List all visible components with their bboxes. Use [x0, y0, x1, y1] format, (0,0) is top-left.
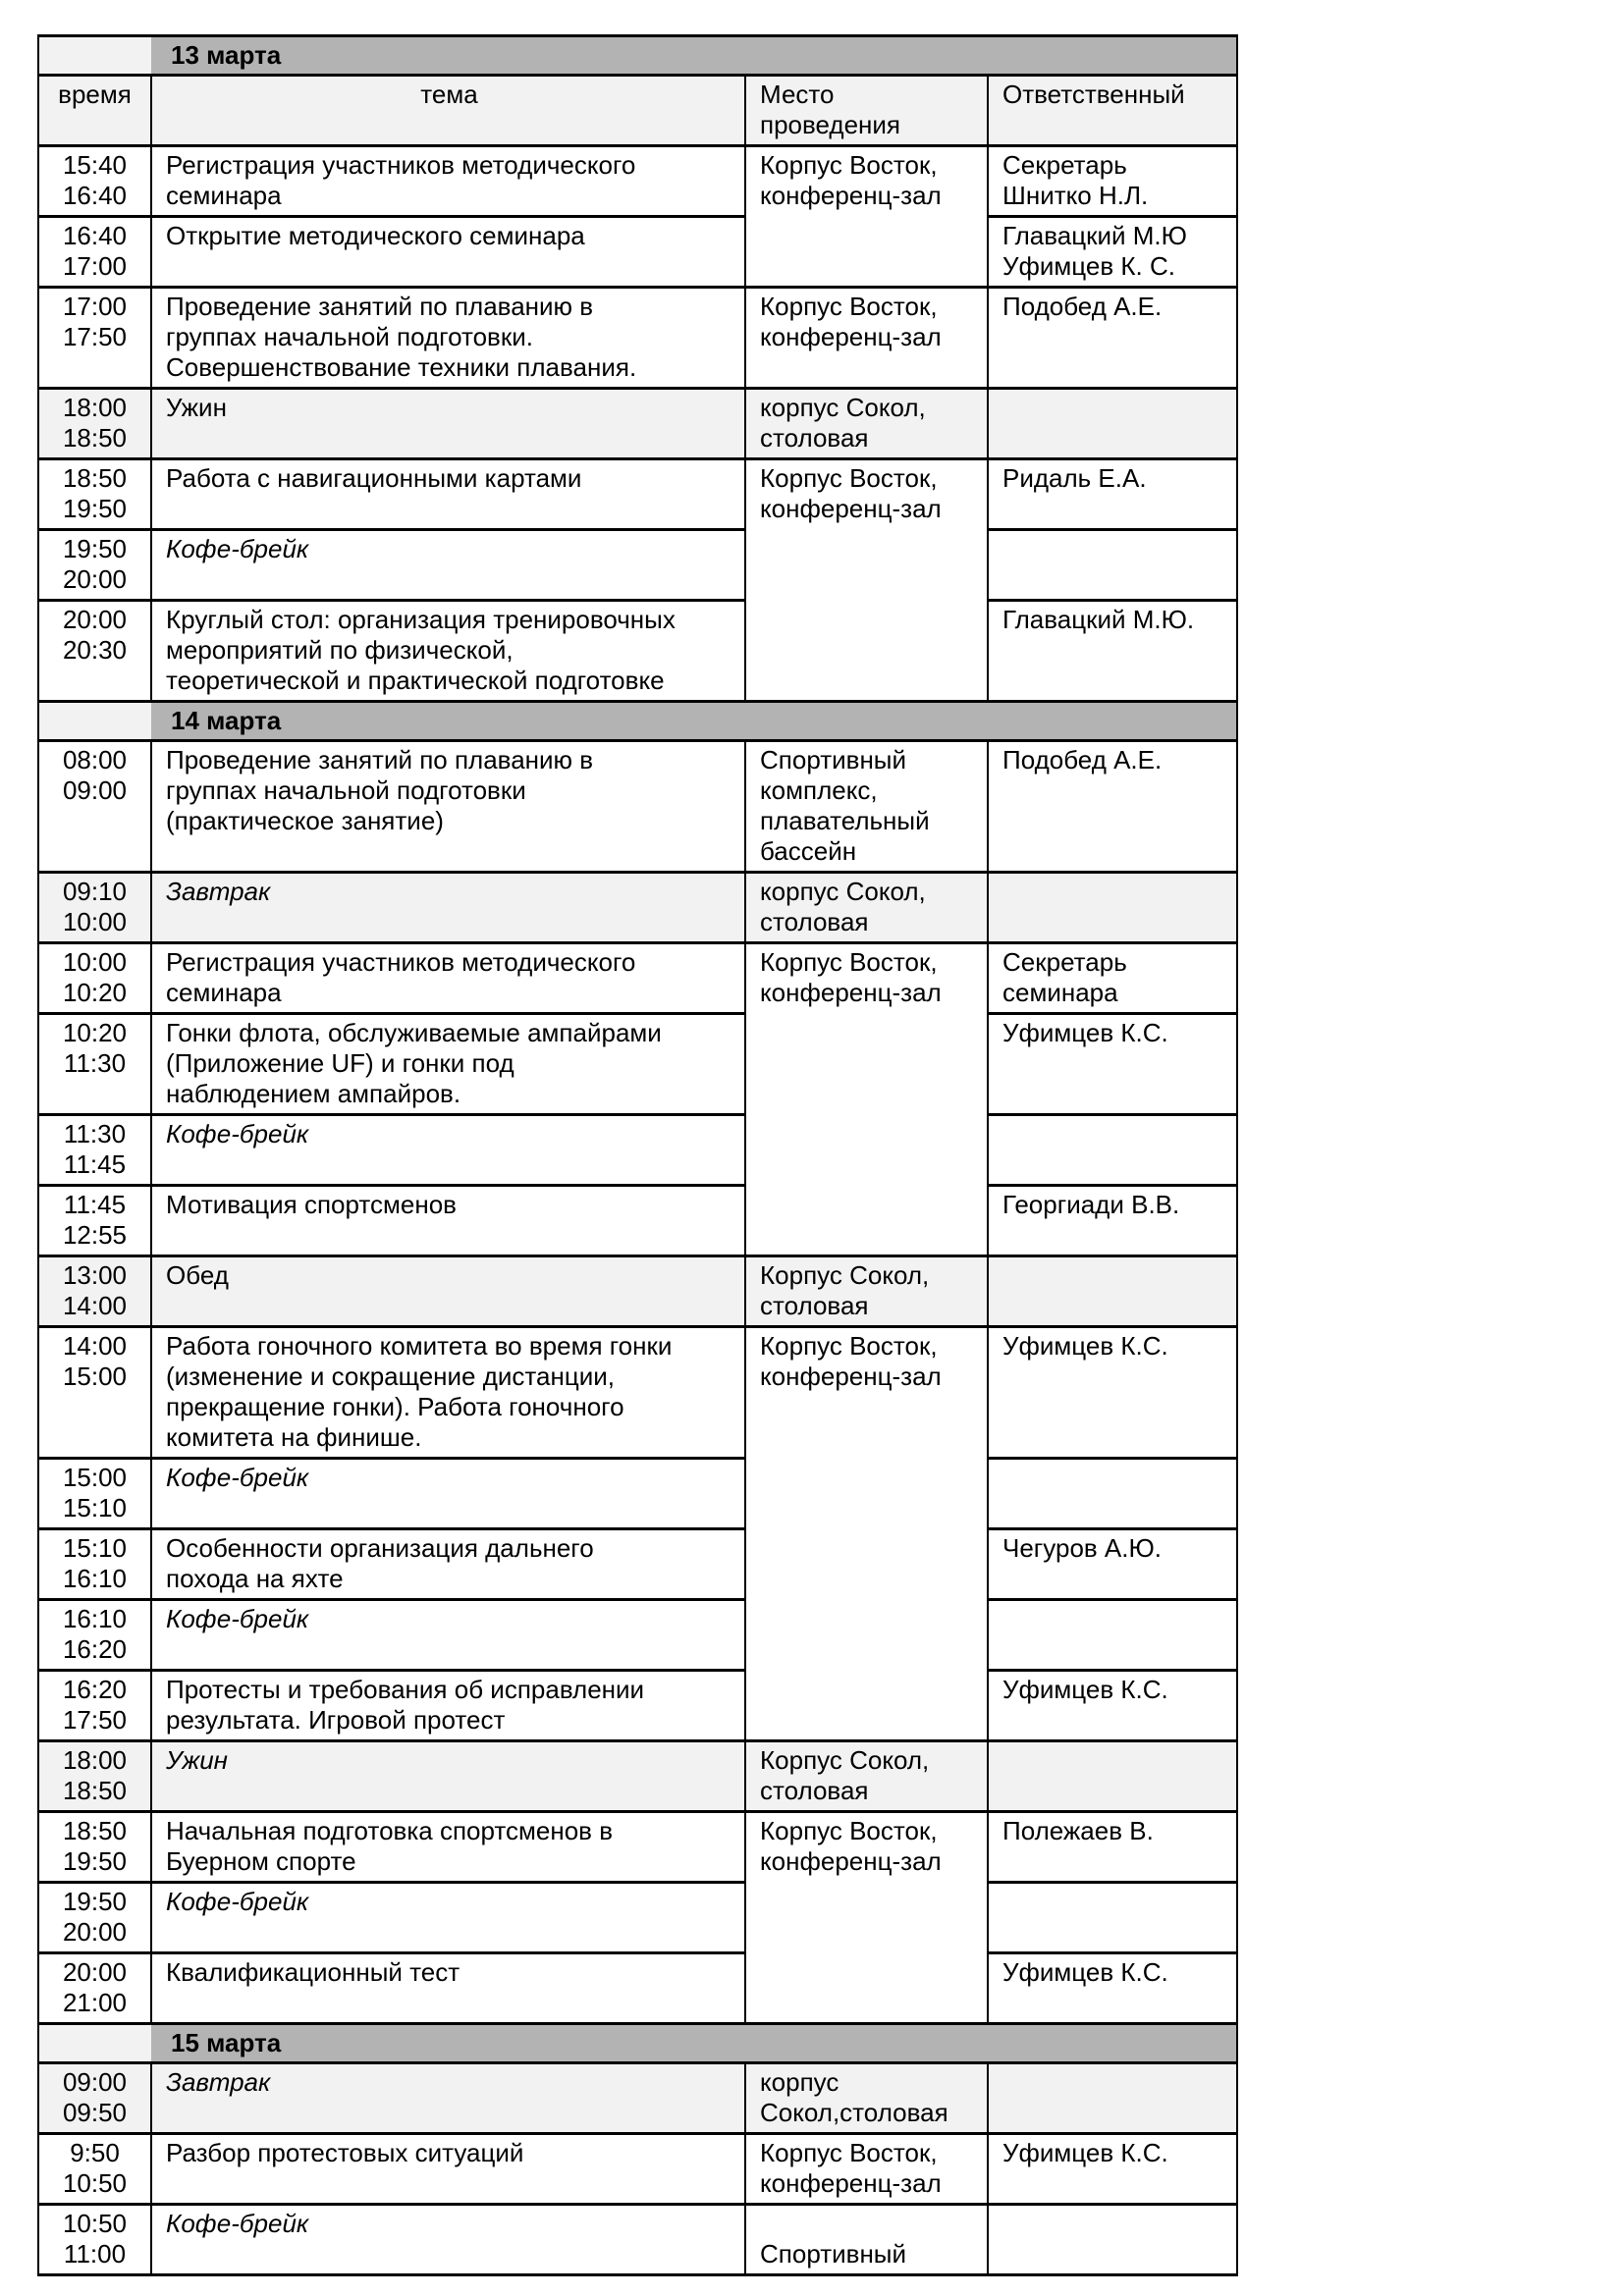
text-line: Георгиади В.В. [1002, 1190, 1180, 1219]
topic-cell [151, 601, 745, 702]
text-line: Шнитко Н.Л. [1002, 181, 1149, 210]
time-end: 10:20 [62, 978, 128, 1007]
responsible-cell [988, 2205, 1237, 2275]
date-row-corner [38, 2024, 151, 2063]
time-end: 10:50 [62, 2168, 128, 2198]
text-line: конференц-зал [760, 2168, 942, 2198]
responsible-cell [988, 217, 1237, 288]
time-cell [38, 2205, 151, 2275]
time-cell [38, 1115, 151, 1186]
topic-cell [151, 1186, 745, 1256]
schedule-row [38, 288, 1237, 389]
topic-cell [151, 1115, 745, 1186]
time-cell [38, 943, 151, 1014]
time-end: 16:40 [62, 181, 128, 210]
responsible-cell [988, 601, 1237, 702]
text-line: Работа с навигационными картами [166, 463, 582, 493]
text-line: семинара [166, 978, 282, 1007]
responsible-cell [988, 389, 1237, 459]
topic-cell [151, 1459, 745, 1529]
schedule-row [38, 1953, 1237, 2024]
text-line: Завтрак [166, 877, 271, 906]
text-line: семинара [1002, 978, 1118, 1007]
time-cell [38, 1812, 151, 1883]
text-line: конференц-зал [760, 322, 942, 351]
schedule-table [37, 34, 1238, 2276]
text-line: Уфимцев К.С. [1002, 1957, 1168, 1987]
text-line: корпус [760, 2067, 839, 2097]
time-start: 15:00 [62, 1463, 128, 1492]
venue-cell [745, 389, 988, 459]
schedule-row [38, 1529, 1237, 1600]
topic-cell [151, 2205, 745, 2275]
responsible-cell [988, 873, 1237, 943]
responsible-cell [988, 1014, 1237, 1115]
time-end: 15:00 [62, 1362, 128, 1391]
text-line: Буерном спорте [166, 1846, 356, 1876]
topic-cell [151, 943, 745, 1014]
time-cell [38, 1741, 151, 1812]
topic-cell [151, 459, 745, 530]
venue-cell [745, 943, 988, 1256]
responsible-cell [988, 1115, 1237, 1186]
date-row-corner [38, 36, 151, 76]
responsible-cell [988, 530, 1237, 601]
responsible-cell [988, 459, 1237, 530]
text-line: Особенности организация дальнего [166, 1533, 594, 1563]
text-line: Регистрация участников методического [166, 150, 636, 180]
time-cell [38, 1014, 151, 1115]
text-line: Уфимцев К.С. [1002, 2138, 1168, 2167]
time-cell [38, 530, 151, 601]
topic-cell [151, 288, 745, 389]
time-end: 09:00 [62, 775, 128, 805]
time-start: 08:00 [62, 745, 128, 774]
text-line: Корпус Восток, [760, 947, 938, 977]
responsible-cell [988, 2063, 1237, 2134]
text-line: Корпус Восток, [760, 1816, 938, 1845]
venue-cell [745, 1327, 988, 1741]
text-line: Полежаев В. [1002, 1816, 1154, 1845]
time-start: 19:50 [62, 534, 128, 563]
text-line: Чегуров А.Ю. [1002, 1533, 1162, 1563]
responsible-cell [988, 741, 1237, 873]
schedule-row [38, 1115, 1237, 1186]
venue-cell [745, 1812, 988, 2024]
date-band: 13 марта [151, 36, 1237, 76]
text-line: Уфимцев К. С. [1002, 251, 1175, 281]
text-line: столовая [760, 1291, 869, 1320]
topic-cell [151, 1327, 745, 1459]
time-start: 14:00 [62, 1331, 128, 1361]
text-line: Сокол,столовая [760, 2098, 948, 2127]
text-line: группах начальной подготовки [166, 775, 526, 805]
date-band: 14 марта [151, 702, 1237, 741]
time-cell [38, 601, 151, 702]
schedule-row [38, 1327, 1237, 1459]
text-line: Завтрак [166, 2067, 271, 2097]
text-line: Протесты и требования об исправлении [166, 1675, 645, 1704]
time-start: 13:00 [62, 1260, 128, 1290]
responsible-cell [988, 1812, 1237, 1883]
column-header-row [38, 76, 1237, 146]
schedule-row [38, 459, 1237, 530]
text-line: плавательный [760, 806, 930, 835]
text-line: Спортивный [760, 2239, 907, 2269]
text-line: Корпус Восток, [760, 292, 938, 321]
schedule-row [38, 2134, 1237, 2205]
time-start: 09:10 [62, 877, 128, 906]
text-line: результата. Игровой протест [166, 1705, 506, 1735]
time-cell [38, 2134, 151, 2205]
date-row [38, 2024, 1237, 2063]
venue-cell [745, 288, 988, 389]
text-line: группах начальной подготовки. [166, 322, 533, 351]
topic-cell [151, 1883, 745, 1953]
responsible-cell [988, 1256, 1237, 1327]
text-line: проведения [760, 110, 900, 139]
time-cell [38, 1883, 151, 1953]
text-line: бассейн [760, 836, 857, 866]
text-line: похода на яхте [166, 1564, 344, 1593]
time-start: 10:50 [62, 2209, 128, 2238]
time-end: 20:00 [62, 564, 128, 594]
text-line: Корпус Восток, [760, 463, 938, 493]
text-line: Спортивный [760, 745, 907, 774]
text-line: Корпус Восток, [760, 2138, 938, 2167]
text-line: Начальная подготовка спортсменов в [166, 1816, 614, 1845]
time-start: 19:50 [62, 1887, 128, 1916]
text-line: Главацкий М.Ю [1002, 221, 1187, 250]
text-line: семинара [166, 181, 282, 210]
time-cell [38, 389, 151, 459]
time-end: 17:50 [62, 1705, 128, 1735]
venue-cell [745, 1741, 988, 1812]
time-start: 16:40 [62, 221, 128, 250]
schedule-row [38, 1812, 1237, 1883]
time-end: 11:00 [63, 2239, 127, 2269]
text-line: Секретарь [1002, 150, 1127, 180]
time-end: 16:20 [62, 1634, 128, 1664]
topic-cell [151, 146, 745, 217]
topic-cell [151, 1671, 745, 1741]
schedule-row [38, 530, 1237, 601]
time-cell [38, 288, 151, 389]
time-start: 18:50 [62, 463, 128, 493]
column-header-venue [745, 76, 988, 146]
text-line: прекращение гонки). Работа гоночного [166, 1392, 624, 1421]
responsible-cell [988, 1459, 1237, 1529]
text-line: Место [760, 80, 835, 109]
column-header-topic: тема [151, 76, 745, 146]
text-line: Мотивация спортсменов [166, 1190, 457, 1219]
topic-cell [151, 873, 745, 943]
text-line: комитета на финише. [166, 1422, 422, 1452]
schedule-row [38, 1014, 1237, 1115]
schedule-row [38, 943, 1237, 1014]
text-line: Кофе-брейк [166, 1463, 309, 1492]
time-end: 10:00 [62, 907, 128, 936]
column-header-responsible: Ответственный [988, 76, 1237, 146]
time-start: 11:30 [63, 1119, 127, 1148]
venue-cell [745, 873, 988, 943]
time-cell [38, 459, 151, 530]
topic-cell [151, 1741, 745, 1812]
schedule-row [38, 1883, 1237, 1953]
topic-cell [151, 1256, 745, 1327]
text-line: столовая [760, 423, 869, 453]
time-end: 17:00 [62, 251, 128, 281]
text-line: столовая [760, 1776, 869, 1805]
text-line: Проведение занятий по плаванию в [166, 292, 594, 321]
time-end: 19:50 [62, 494, 128, 523]
text-line: корпус Сокол, [760, 393, 926, 422]
text-line: конференц-зал [760, 181, 942, 210]
time-end: 21:00 [62, 1988, 128, 2017]
responsible-cell [988, 1327, 1237, 1459]
text-line: Подобед А.Е. [1002, 292, 1163, 321]
time-start: 18:50 [62, 1816, 128, 1845]
topic-cell [151, 1014, 745, 1115]
responsible-cell [988, 1883, 1237, 1953]
text-line: (изменение и сокращение дистанции, [166, 1362, 616, 1391]
text-line: (Приложение UF) и гонки под [166, 1048, 514, 1078]
topic-cell [151, 1953, 745, 2024]
text-line: Корпус Восток, [760, 150, 938, 180]
text-line: Квалификационный тест [166, 1957, 460, 1987]
text-line: Обед [166, 1260, 229, 1290]
text-line: Регистрация участников методического [166, 947, 636, 977]
time-cell [38, 1186, 151, 1256]
time-start: 18:00 [62, 1745, 128, 1775]
text-line: Гонки флота, обслуживаемые ампайрами [166, 1018, 662, 1047]
schedule-row [38, 601, 1237, 702]
text-line: Корпус Сокол, [760, 1745, 930, 1775]
time-start: 20:00 [62, 605, 128, 634]
time-cell [38, 1256, 151, 1327]
venue-cell [745, 146, 988, 288]
time-start: 16:20 [62, 1675, 128, 1704]
schedule-row [38, 217, 1237, 288]
time-cell [38, 2063, 151, 2134]
schedule-body [38, 36, 1237, 2275]
time-cell [38, 146, 151, 217]
venue-cell [745, 1256, 988, 1327]
date-row [38, 702, 1237, 741]
time-start: 11:45 [63, 1190, 127, 1219]
text-line: Уфимцев К.С. [1002, 1675, 1168, 1704]
responsible-cell [988, 1741, 1237, 1812]
responsible-cell [988, 943, 1237, 1014]
topic-cell [151, 1600, 745, 1671]
time-cell [38, 1459, 151, 1529]
schedule-row [38, 1186, 1237, 1256]
time-cell [38, 1671, 151, 1741]
time-end: 12:55 [62, 1220, 128, 1250]
responsible-cell [988, 146, 1237, 217]
schedule-row [38, 146, 1237, 217]
text-line: конференц-зал [760, 1846, 942, 1876]
responsible-cell [988, 1953, 1237, 2024]
text-line: Ридаль Е.А. [1002, 463, 1147, 493]
time-cell [38, 873, 151, 943]
text-line: конференц-зал [760, 1362, 942, 1391]
column-header-time: время [38, 76, 151, 146]
time-start: 20:00 [62, 1957, 128, 1987]
time-cell [38, 1529, 151, 1600]
text-line: Открытие методического семинара [166, 221, 585, 250]
topic-cell [151, 2063, 745, 2134]
time-end: 19:50 [62, 1846, 128, 1876]
text-line: Уфимцев К.С. [1002, 1018, 1168, 1047]
text-line: Совершенствование техники плавания. [166, 352, 637, 382]
date-row-corner [38, 702, 151, 741]
time-start: 09:00 [62, 2067, 128, 2097]
schedule-row [38, 2063, 1237, 2134]
time-start: 17:00 [62, 292, 128, 321]
time-end: 17:50 [62, 322, 128, 351]
time-end: 16:10 [62, 1564, 128, 1593]
schedule-row [38, 1600, 1237, 1671]
venue-cell [745, 741, 988, 873]
time-start: 10:00 [62, 947, 128, 977]
text-line: (практическое занятие) [166, 806, 444, 835]
text-line: конференц-зал [760, 978, 942, 1007]
venue-cell [745, 459, 988, 702]
text-line: Кофе-брейк [166, 2209, 309, 2238]
time-start: 9:50 [70, 2138, 120, 2167]
topic-cell [151, 2134, 745, 2205]
text-line: Кофе-брейк [166, 1604, 309, 1633]
responsible-cell [988, 1186, 1237, 1256]
responsible-cell [988, 1600, 1237, 1671]
topic-cell [151, 530, 745, 601]
time-start: 16:10 [62, 1604, 128, 1633]
text-line: конференц-зал [760, 494, 942, 523]
text-line: теоретической и практической подготовке [166, 666, 665, 695]
responsible-cell [988, 1671, 1237, 1741]
time-cell [38, 1600, 151, 1671]
text-line: столовая [760, 907, 869, 936]
time-end: 18:50 [62, 423, 128, 453]
date-row [38, 36, 1237, 76]
time-end: 20:30 [62, 635, 128, 665]
time-start: 15:10 [62, 1533, 128, 1563]
responsible-cell [988, 1529, 1237, 1600]
schedule-row [38, 1741, 1237, 1812]
time-cell [38, 1953, 151, 2024]
time-end: 11:45 [63, 1149, 127, 1179]
time-end: 11:30 [63, 1048, 127, 1078]
topic-cell [151, 1812, 745, 1883]
text-line: Проведение занятий по плаванию в [166, 745, 594, 774]
venue-cell [745, 2063, 988, 2134]
text-line: Главацкий М.Ю. [1002, 605, 1195, 634]
time-cell [38, 217, 151, 288]
time-start: 18:00 [62, 393, 128, 422]
schedule-row [38, 873, 1237, 943]
text-line: Кофе-брейк [166, 1887, 309, 1916]
schedule-row [38, 389, 1237, 459]
schedule-row [38, 2205, 1237, 2275]
schedule-row [38, 1671, 1237, 1741]
text-line: наблюдением ампайров. [166, 1079, 461, 1108]
topic-cell [151, 389, 745, 459]
date-band: 15 марта [151, 2024, 1237, 2063]
schedule-row [38, 1459, 1237, 1529]
time-cell [38, 1327, 151, 1459]
text-line: комплекс, [760, 775, 878, 805]
text-line: Круглый стол: организация тренировочных [166, 605, 676, 634]
topic-cell [151, 741, 745, 873]
text-line: Уфимцев К.С. [1002, 1331, 1168, 1361]
time-end: 14:00 [62, 1291, 128, 1320]
responsible-cell [988, 2134, 1237, 2205]
schedule-row [38, 741, 1237, 873]
text-line: Ужин [166, 1745, 228, 1775]
text-line: Кофе-брейк [166, 1119, 309, 1148]
text-line: корпус Сокол, [760, 877, 926, 906]
time-end: 18:50 [62, 1776, 128, 1805]
time-end: 09:50 [62, 2098, 128, 2127]
text-line: Корпус Восток, [760, 1331, 938, 1361]
text-line: Секретарь [1002, 947, 1127, 977]
time-end: 20:00 [62, 1917, 128, 1947]
time-cell [38, 741, 151, 873]
text-line: мероприятий по физической, [166, 635, 514, 665]
topic-cell [151, 1529, 745, 1600]
text-line: Корпус Сокол, [760, 1260, 930, 1290]
schedule-row [38, 1256, 1237, 1327]
time-start: 15:40 [62, 150, 128, 180]
venue-cell [745, 2134, 988, 2205]
venue-cell [745, 2205, 988, 2275]
responsible-cell [988, 288, 1237, 389]
text-line: Кофе-брейк [166, 534, 309, 563]
text-line: Разбор протестовых ситуаций [166, 2138, 524, 2167]
text-line: Работа гоночного комитета во время гонки [166, 1331, 673, 1361]
text-line: Подобед А.Е. [1002, 745, 1163, 774]
text-line: Ужин [166, 393, 227, 422]
topic-cell [151, 217, 745, 288]
time-start: 10:20 [62, 1018, 128, 1047]
time-end: 15:10 [62, 1493, 128, 1522]
